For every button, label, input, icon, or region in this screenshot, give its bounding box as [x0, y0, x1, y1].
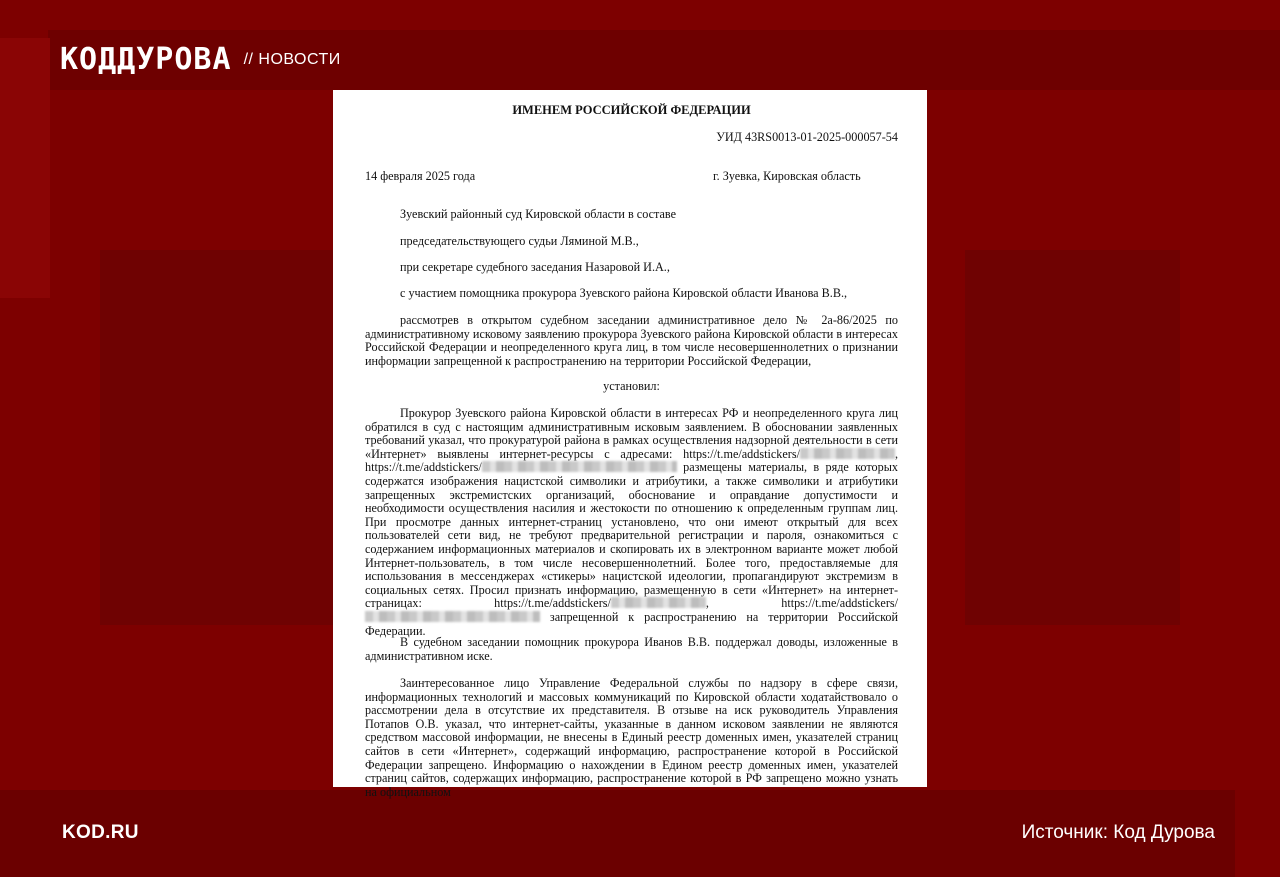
- site-link[interactable]: KOD.RU: [62, 822, 139, 843]
- court-line: при секретаре судебного заседания Назаровой И.А.,: [400, 260, 670, 274]
- brand-header: [60, 40, 341, 80]
- court-document: [333, 90, 927, 799]
- redacted-link: [482, 461, 677, 472]
- background-block: [0, 38, 50, 298]
- claim-text: размещены материалы, в ряде которых содержатся изображения нацистской символики и атрибутики, а также символики и атрибутики запрещенных экстремистских организаций, обоснование и оправдание допустимости и необходимости осуществления насилия и жестокости по отношению к определенным группам лиц. При просмотре данных интернет-страниц установлено, что они имеют открытый для всех пользователей сети вид, не требуют предварительной регистрации и пароля, ознакомиться с содержанием информационных материалов и скопировать их в электронном варианте может любой Интернет-пользователь, в том числе несовершеннолетний. Более того, предоставляемые для использования в мессенджерах «стикеры» нацистской идеологии, пропагандируют экстремизм в социальных сетях. Просил признать информацию, размещенную в сети «Интернет» на интернет-страницах: https://t.me/addstickers/: [365, 460, 898, 611]
- court-line: Зуевский районный суд Кировской области в составе: [400, 207, 676, 221]
- paragraph-claim: [365, 407, 898, 638]
- document-place: г. Зуевка, Кировская область: [713, 169, 861, 183]
- section-label: // НОВОСТИ: [243, 51, 341, 68]
- document-heading: ИМЕНЕМ РОССИЙСКОЙ ФЕДЕРАЦИИ: [512, 103, 751, 117]
- background-block: [965, 250, 1180, 625]
- court-line: председательствующего судьи Ляминой М.В.,: [400, 234, 639, 248]
- claim-text: запрещенной к распространению на территории Российской Федерации.: [365, 609, 898, 638]
- source-credit: Источник: Код Дурова: [1021, 822, 1215, 843]
- redacted-link: [365, 611, 540, 622]
- document-uid: УИД 43RS0013-01-2025-000057-54: [716, 130, 898, 144]
- claim-text: , https://t.me/addstickers/: [705, 596, 899, 611]
- paragraph-interested-party: Заинтересованное лицо Управление Федеральной службы по надзору в сфере связи, информационных технологий и массовых коммуникаций по Кировской области ходатайствовало о рассмотрении дела в отсутствие их представителя. В отзыве на иск руководитель Управления Потапов О.В. указал, что интернет-сайты, указанные в данном исковом заявлении не являются средством массовой информации, не внесены в Единый реестр доменных имен, указателей страниц сайтов в сети «Интернет», содержащий информацию, распространение которой в Российской Федерации запрещено. Информацию о нахождении в Едином реестр доменных имен, указателей страниц сайтов, содержащих информацию, распространение которой в РФ запрещено можно узнать на официальном: [365, 676, 898, 799]
- paragraph-review: рассмотрев в открытом судебном заседании административное дело № 2а-86/2025 по административному исковому заявлению прокурора Зуевского района Кировской области в интересах Российской Федерации и неопределенного круга лиц, в том числе несовершеннолетних о признании информации запрещенной к распространению на территории Российской Федерации,: [365, 313, 898, 368]
- redacted-link: [611, 597, 706, 608]
- redacted-link: [800, 448, 895, 459]
- background-block: [100, 250, 340, 625]
- court-line: с участием помощника прокурора Зуевского района Кировской области Иванова В.В.,: [400, 286, 848, 300]
- background-block: [1235, 790, 1280, 840]
- document-date: 14 февраля 2025 года: [365, 169, 476, 183]
- claim-text: Прокурор Зуевского района Кировской области в интересах РФ и неопределенного круга лиц обратился в суд с настоящим административным исковым заявлением. В обосновании заявленных требований указал, что прокуратурой района в рамках осуществления надзорной деятельности в сети «Интернет» выявлены интернет-ресурсы с адресами: https://t.me/addstickers/: [365, 406, 898, 461]
- brand-logo: КОДДУРОВА: [60, 42, 232, 77]
- claim-text: , https://t.me/addstickers/: [365, 446, 898, 475]
- paragraph-hearing: В судебном заседании помощник прокурора Иванов В.В. поддержал доводы, изложенные в административном иске.: [365, 635, 898, 663]
- established-heading: установил:: [603, 379, 660, 393]
